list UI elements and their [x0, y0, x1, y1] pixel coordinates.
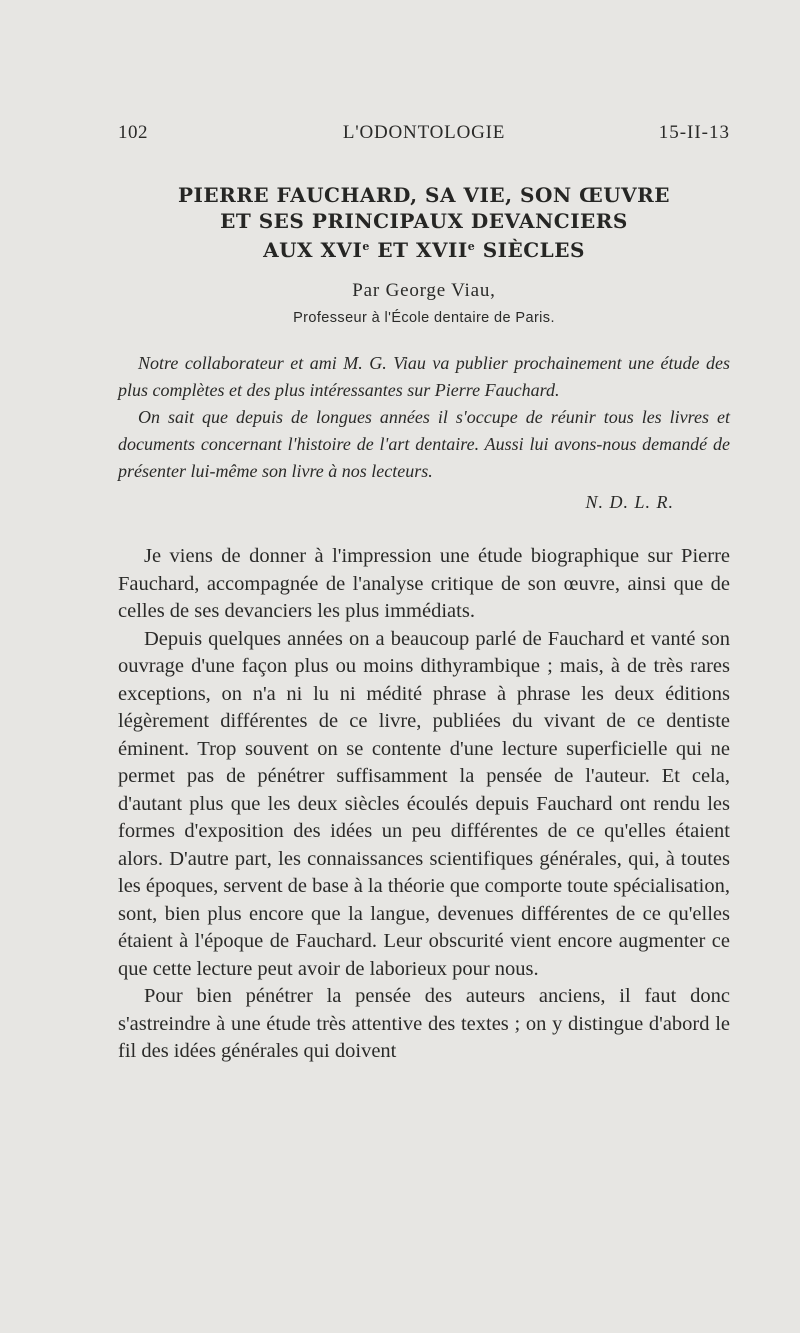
editor-note-paragraph: Notre collaborateur et ami M. G. Viau va publier prochainement une étude des plus complètes et des plus intéressantes sur Pierre Fauchard.	[118, 353, 730, 400]
page-number: 102	[118, 122, 148, 143]
author-byline: Par George Viau,	[352, 280, 496, 301]
editor-note-paragraph: On sait que depuis de longues années il s'occupe de réunir tous les livres et documents concernant l'histoire de l'art dentaire. Aussi lui avons-nous demandé de présenter lui-même son livre à nos lecteurs.	[118, 407, 730, 481]
article-body	[118, 543, 730, 1066]
title-line-1: PIERRE FAUCHARD, SA VIE, SON ŒUVRE	[177, 183, 671, 207]
journal-title: L'ODONTOLOGIE	[342, 122, 506, 143]
body-paragraph: Je viens de donner à l'impression une étude biographique sur Pierre Fauchard, accompagnée de l'analyse critique de son œuvre, ainsi que de celles de ses devanciers les plus immédiats.	[118, 545, 730, 622]
running-header	[118, 122, 730, 152]
body-paragraph: Pour bien pénétrer la pensée des auteurs anciens, il faut donc s'astreindre à une étude très attentive des textes ; on y distingue d'abord le fil des idées générales qui doivent	[118, 985, 730, 1062]
author-affiliation: Professeur à l'École dentaire de Paris.	[293, 310, 555, 326]
issue-date: 15-II-13	[658, 122, 730, 143]
article-title	[118, 182, 730, 263]
title-line-2: ET SES PRINCIPAUX DEVANCIERS	[220, 209, 628, 233]
title-line-3: AUX XVIe ET XVIIe SIÈCLES	[263, 238, 585, 262]
body-paragraph: Depuis quelques années on a beaucoup parlé de Fauchard et vanté son ouvrage d'une façon plus ou moins dithyrambique ; mais, à de très rares exceptions, on n'a ni lu ni médité phrase à phrase les deux éditions légèrement différentes de ce livre, publiées du vivant de ce dentiste éminent. Trop souvent on se contente d'une lecture superficielle qui ne permet pas de pénétrer suffisamment la pensée de l'auteur. Et cela, d'autant plus que les deux siècles écoulés depuis Fauchard ont rendu les formes d'exposition des idées un peu différentes de ce qu'elles étaient alors. D'autre part, les connaissances scientifiques générales, qui, à toutes les époques, servent de base à la théorie que comporte toute spécialisation, sont, bien plus encore que la langue, devenues différentes de ce qu'elles étaient à l'époque de Fauchard. Leur obscurité vient encore augmenter ce que cette lecture peut avoir de laborieux pour nous.	[118, 627, 730, 980]
editor-note	[118, 350, 730, 516]
editor-note-signature: N. D. L. R.	[585, 492, 674, 512]
